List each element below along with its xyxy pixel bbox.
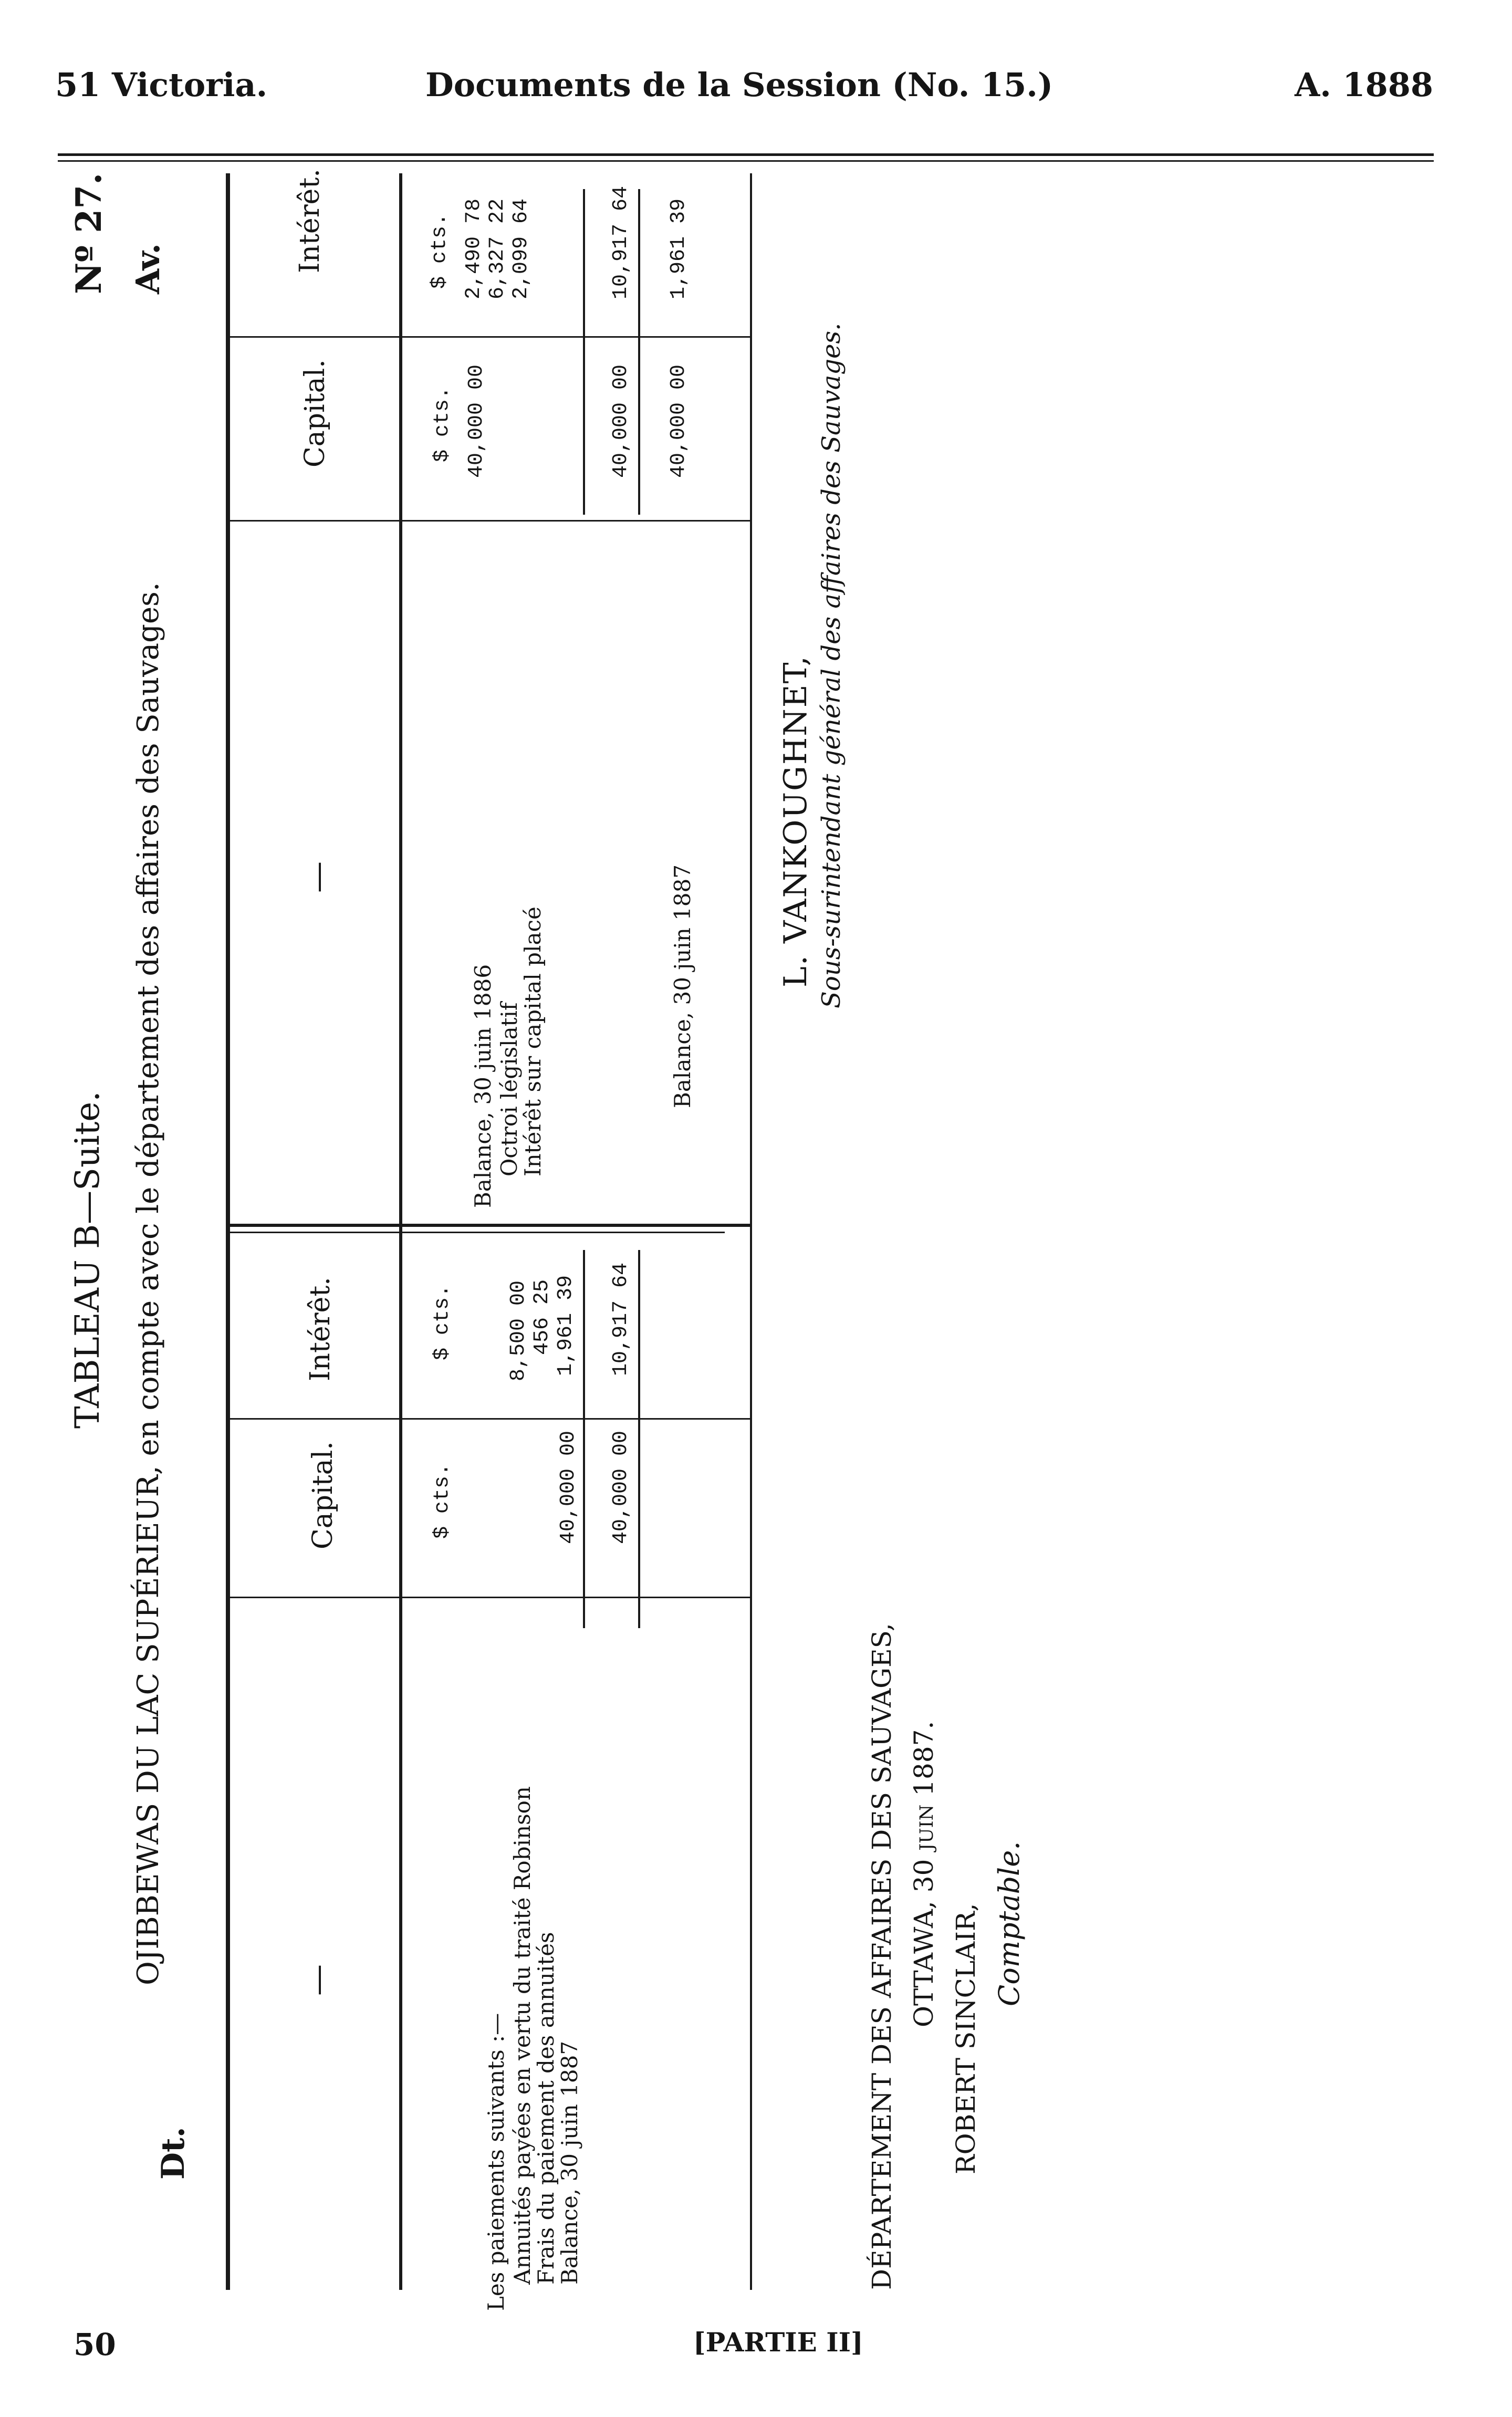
credit-total-interet: 10,917 64 (609, 185, 633, 299)
credit-dash-header: — (299, 861, 336, 893)
table-title: TABLEAU B—Suite. (68, 1091, 107, 1429)
debit-row-interet: 8,500 00 (507, 1280, 530, 1381)
credit-row-label: Octroi législatif (496, 1002, 522, 1176)
department-line-3: ROBERT SINCLAIR, (951, 1903, 981, 2174)
credit-capital-units: $ cts. (431, 386, 454, 462)
debit-interet-header: Intérêt. (305, 1277, 336, 1381)
department-line-2: OTTAWA, 30 juin 1887. (909, 1721, 939, 2027)
debit-intro: Les paiements suivants :— (483, 2013, 509, 2311)
header-session-year: 51 Victoria. (55, 66, 268, 104)
credit-balance-label: Balance, 30 juin 1887 (670, 864, 695, 1108)
credit-col-line-interet (226, 336, 751, 338)
part-label: [PARTIE II] (693, 2327, 863, 2358)
debit-row-capital: 40,000 00 (557, 1430, 580, 1544)
debit-row-label: Annuités payées en vertu du traité Robinson (509, 1786, 535, 2285)
credit-total-rule-2 (638, 189, 640, 515)
credit-balance-interet: 1,961 39 (667, 198, 691, 299)
debit-row-interet: 456 25 (530, 1279, 554, 1355)
department-line-1: DÉPARTEMENT DES AFFAIRES DES SAUVAGES, (867, 1623, 897, 2290)
header-rule-top (58, 153, 1434, 156)
debit-credit-separator-2 (226, 1232, 725, 1233)
credit-row-capital: 40,000 00 (465, 364, 488, 478)
debit-total-rule (583, 1250, 585, 1628)
debit-capital-units: $ cts. (431, 1463, 454, 1539)
debit-row-label: Balance, 30 juin 1887 (557, 2040, 582, 2285)
credit-total-capital: 40,000 00 (609, 364, 633, 478)
page-number: 50 (74, 2327, 116, 2362)
credit-row-interet: 2,490 78 (462, 198, 486, 299)
credit-total-rule (583, 189, 585, 515)
signature-name: L. VANKOUGHNET, (777, 655, 814, 987)
header-divider-credit (399, 173, 402, 1250)
credit-row-label: Intérêt sur capital placé (520, 907, 546, 1176)
debit-interet-units: $ cts. (431, 1284, 454, 1360)
credit-interet-units: $ cts. (428, 213, 452, 289)
debit-col-line-interet (226, 1418, 751, 1420)
credit-row-interet: 6,327 22 (486, 198, 509, 299)
debit-total-rule-2 (638, 1250, 640, 1628)
credit-capital-header: Capital. (299, 359, 331, 467)
table-subtitle: OJIBBEWAS DU LAC SUPÉRIEUR, en compte avec le département des affaires des Sauvages. (131, 582, 165, 1985)
header-document-title: Documents de la Session (No. 15.) (425, 66, 1054, 104)
debit-capital-header: Capital. (307, 1441, 339, 1549)
credit-balance-capital: 40,000 00 (667, 364, 691, 478)
table-frame-right (750, 173, 752, 2290)
credit-row-label: Balance, 30 juin 1886 (470, 964, 496, 1208)
debit-dash-header: — (299, 1964, 336, 1996)
debit-col-line-capital (226, 1597, 751, 1598)
credit-interet-header: Intérêt. (294, 169, 326, 273)
header-rule-bottom (58, 160, 1434, 162)
debit-side-label: Dt. (155, 2127, 192, 2180)
credit-col-line-capital (226, 520, 751, 522)
credit-row-interet: 2,099 64 (509, 198, 533, 299)
table-number: Nº 27. (68, 172, 109, 294)
debit-total-interet: 10,917 64 (609, 1262, 633, 1376)
header-year: A. 1888 (1295, 66, 1433, 104)
signature-title: Sous-surintendant général des affaires des Sauvages. (817, 322, 846, 1008)
debit-credit-separator (226, 1224, 751, 1227)
debit-row-label: Frais du paiement des annuités (533, 1932, 559, 2285)
credit-side-label: Av. (129, 243, 167, 294)
debit-row-interet: 1,961 39 (554, 1275, 578, 1376)
debit-total-capital: 40,000 00 (609, 1430, 633, 1544)
header-divider-debit (399, 1239, 402, 2290)
department-line-4: Comptable. (993, 1841, 1026, 2006)
